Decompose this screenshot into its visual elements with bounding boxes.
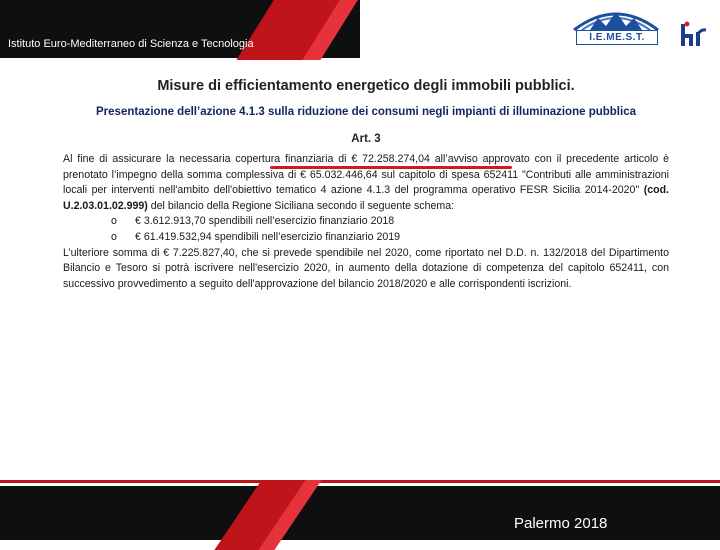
iemest-logo-text: I.E.ME.S.T. (576, 30, 658, 45)
para1-start: Al fine di assicurare la necessaria (63, 153, 236, 165)
budget-code: (cod. U.2.03.01.02.999) (63, 184, 669, 212)
list-item: o € 3.612.913,70 spendibili nell’esercizio finanziario 2018 (135, 214, 669, 230)
document-scan (60, 78, 672, 348)
funding-highlight: copertura finanziaria di € 72.258.274,04 (235, 153, 430, 165)
footer-location-date: Palermo 2018 (514, 515, 608, 532)
document-title: Misure di efficientamento energetico degli immobili pubblici. (157, 78, 575, 94)
document-subtitle: Presentazione dell’azione 4.1.3 sulla riduzione dei consumi negli impianti di illuminazione pubblica (96, 106, 636, 118)
institute-name: Istituto Euro-Mediterraneo di Scienza e Tecnologia (8, 38, 254, 50)
footer-red-line (0, 480, 720, 483)
para1-middle: all’avviso approvato con il precedente articolo è prenotato l’impegno della somma complessiva di € 65.032.446,64 sul capitolo di spesa 652411 "Contributi alle amministrazioni locali per interventi nell'ambito dell'obiettivo tematico 4 azione 4.1.3 del programma operativo FESR Sicilia 2014-2020" (63, 153, 670, 197)
allocation-list (63, 214, 669, 245)
article-body (63, 152, 669, 292)
list-item: o € 61.419.532,94 spendibili nell’esercizio finanziario 2019 (135, 230, 669, 246)
article-heading: Art. 3 (351, 133, 381, 145)
hr-logo-icon (678, 20, 708, 50)
iemest-logo-subtitle (576, 46, 658, 54)
paragraph-2: L’ulteriore somma di € 7.225.827,40, che si prevede spendibile nel 2020, come riportato nel D.D. n. 132/2018 del Dipartimento Bilancio e Tesoro si potrà iscrivere nell'esercizio 2020, in aumento della dotazione di competenza del capitolo 652411, con successivo provvedimento a seguito dell'approvazione del bilancio 2018/2020 e alle corrispondenti iscrizioni. (63, 246, 669, 290)
header-banner (0, 0, 720, 60)
footer-dark-band (0, 486, 720, 540)
para1-end: del bilancio della Regione Siciliana secondo il seguente schema: (147, 199, 455, 212)
